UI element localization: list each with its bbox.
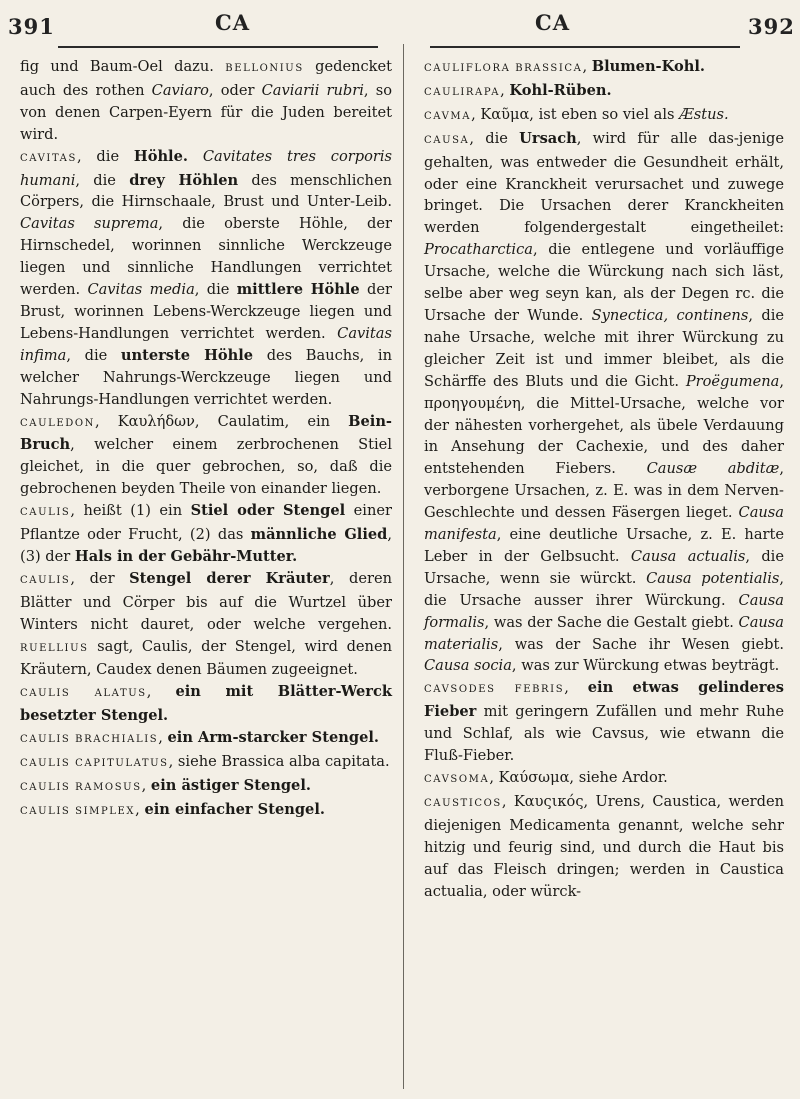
entry-cauliflora-brassica: [424, 56, 784, 80]
text-run: fig und Baum-Oel dazu.: [20, 58, 226, 75]
text-run: , Καυςικός, Urens, Caustica, werden diejenigen Medicamenta genannt, welche sehr hitzig und feurig sind, und durch die Haut bis auf das Fleisch dringen; werden in Caustica actualia, oder würck-: [424, 792, 784, 900]
latin-term: Causa materialis: [424, 613, 784, 653]
text-run: , siehe Brassica alba capitata.: [168, 753, 390, 771]
entry-lemma: CAULIFLORA BRASSICA: [424, 63, 583, 74]
text-run: der Brust, worinnen Lebens-Werckzeuge liegen und Lebens-Handlungen verrichtet werden.: [20, 281, 392, 342]
latin-term: Causa manifesta: [424, 504, 784, 544]
german-headword: unterste Höhle: [120, 346, 254, 364]
running-header: [0, 6, 800, 52]
right-column: [424, 56, 784, 902]
text-run: , was der Sache ihr Wesen giebt.: [498, 635, 784, 653]
entry-lemma: CAULIS ALATUS: [20, 688, 147, 700]
german-headword: Blumen-Kohl.: [591, 58, 705, 75]
text-run: , wird für alle das-jenige gehalten, was entweder die Gesundheit erhält, oder eine Kranckheit verursachet und zuwege bringet. Die Ursachen derer Kranckheiten werden folgendergestalt eingetheilet:: [424, 129, 784, 237]
entry-caulis-simplex: [20, 799, 392, 823]
german-headword: ein mit Blätter-Werck besetzter Stengel.: [20, 683, 392, 725]
entry-lemma: CAULEDON: [20, 417, 96, 429]
header-rule-left: [58, 46, 378, 48]
text-run: , προηγουμένη, die Mittel-Ursache, welche vor der nähesten vorhergehet, als übele Verdauung in Ansehung der Cachexie, und des daher entstehenden Fiebers.: [424, 372, 784, 478]
entry-cavma: [424, 104, 784, 128]
text-run: , Καῦμα, ist eben so viel als: [471, 105, 680, 123]
text-run: , die: [76, 147, 134, 165]
text-run: ,: [146, 683, 176, 701]
german-headword: ein etwas gelinderes Fieber: [424, 679, 784, 721]
page-number-right: 392: [748, 14, 795, 39]
latin-term: Æstus.: [679, 105, 729, 123]
german-headword: Stengel derer Kräuter: [129, 569, 330, 587]
text-run: , der: [70, 569, 130, 587]
entry-lemma: CAVSOMA: [424, 774, 490, 785]
text-run: , so von denen Carpen-Eyern für die Juden bereitet wird.: [20, 81, 392, 143]
latin-term: Causa actualis: [630, 547, 746, 565]
entry-cavsoma: [424, 767, 784, 791]
entry-lemma: CAULIS RAMOSUS: [20, 782, 142, 793]
text-run: , die Ursache, wenn sie würckt.: [424, 547, 784, 587]
german-headword: männliche Glied: [250, 526, 388, 544]
entry-cavsodes-febris: [424, 677, 784, 767]
text-run: mit geringern Zufällen und mehr Ruhe und Schlaf, als wie Cavsus, wie etwann die Fluß-Fieber.: [424, 703, 784, 765]
latin-term: Cavitas media: [87, 281, 195, 299]
entry-lemma: CAVMA: [424, 110, 472, 122]
text-run: , die: [66, 346, 121, 364]
german-headword: Höhle.: [133, 147, 188, 165]
entry-caulis-alatus: [20, 681, 392, 727]
text-run: , heißt (1) ein: [70, 502, 191, 520]
text-run: , die entlegene und vorläuffige Ursache, welche die Würckung nach sich läst, selbe aber weg seyn kan, als der Degen rc. die Ursache der Wunde.: [424, 241, 784, 324]
text-run: ,: [582, 58, 592, 75]
text-run: , die nahe Ursache, welche mit ihrer Würckung zu gleicher Zeit ist und immer bleibet, als die Schärffe des Bluts und die Gicht.: [424, 306, 784, 390]
entry-caulis-2: [20, 568, 392, 682]
german-headword: drey Höhlen: [129, 171, 239, 189]
entry-caulis-brachialis: [20, 727, 392, 751]
text-run: , was zur Würckung etwas beyträgt.: [511, 657, 780, 675]
text-run: des menschlichen Cörpers, die Hirnschaale, Brust und Unter-Leib.: [20, 171, 392, 211]
latin-term: Causa potentialis: [646, 569, 780, 587]
entry-lemma: CAULIS CAPITULATUS: [20, 758, 169, 770]
text-run: einer Pflantze oder Frucht, (2) das: [20, 502, 392, 544]
column-divider: [403, 44, 404, 1089]
text-run: , eine deutliche Ursache, z. E. harte Leber in der Gelbsucht.: [424, 526, 784, 565]
text-run: gedencket auch des rothen: [20, 58, 393, 99]
text-run: [188, 148, 203, 165]
latin-term: Caviarii rubri: [261, 81, 364, 99]
text-run: ,: [500, 81, 510, 99]
text-run: , oder: [208, 81, 262, 99]
entry-lemma: CAULIS BRACHIALIS: [20, 734, 159, 746]
german-headword: mittlere Höhle: [236, 281, 360, 299]
entry-lemma: CAUSA: [424, 134, 470, 146]
text-run: des Bauchs, in welcher Nahrungs-Werckzeuge liegen und Nahrungs-Handlungen verrichtet werden.: [20, 346, 392, 408]
text-run: ,: [158, 729, 168, 747]
entry-lemma: CAVSODES FEBRIS: [424, 684, 565, 696]
entry-lemma: CAULIRAPA: [424, 86, 501, 98]
text-run: , die oberste Höhle, der Hirnschedel, worinnen sinnliche Werckzeuge liegen und sinnliche Handlungen verrichtet werden.: [20, 215, 392, 299]
entry-lemma: RUELLIUS: [20, 642, 89, 654]
german-headword: Bein-Bruch: [20, 412, 392, 454]
entry-causticos: [424, 791, 784, 903]
text-run: , was der Sache die Gestalt giebt.: [484, 613, 739, 631]
header-rule-right: [430, 46, 740, 48]
german-headword: Ursach: [519, 129, 577, 147]
entry-causa: [424, 128, 784, 678]
text-run: , die: [469, 129, 520, 147]
german-headword: Kohl-Rüben.: [509, 81, 612, 99]
entry-caulis-capitulatus: [20, 751, 392, 775]
latin-term: Caviaro: [151, 81, 209, 99]
text-run: ,: [135, 800, 145, 818]
running-head-right: CA: [535, 10, 571, 35]
page-number-left: 391: [8, 14, 55, 39]
running-head-left: CA: [215, 10, 251, 35]
text-run: ,: [141, 777, 151, 794]
text-run: , Καύσωμα, siehe Ardor.: [489, 769, 668, 786]
text-run: , welcher einem zerbrochenen Stiel gleichet, in die quer gebrochen, so, daß die gebrochenen beyden Theile von einander liegen.: [20, 436, 392, 498]
entry-lemma: CAULIS: [20, 574, 71, 586]
text-run: , deren Blätter und Cörper bis auf die Wurtzel über Winters nicht dauret, oder welche vergehen.: [20, 569, 392, 633]
latin-term: Proëgumena: [685, 372, 780, 390]
entry-oil-caviar-continuation: [20, 56, 392, 146]
latin-term: Cavitas infima: [20, 324, 392, 364]
text-run: , verborgene Ursachen, z. E. was in dem Nerven-Geschlechte und dessen Fäsergen lieget.: [424, 460, 785, 522]
text-run: , Καυλήδων, Caulatim, ein: [95, 412, 349, 430]
latin-term: Synectica, continens: [591, 306, 749, 324]
text-run: ,: [564, 679, 588, 697]
german-headword: Stiel oder Stengel: [190, 502, 346, 520]
entry-cauledon: [20, 411, 392, 501]
text-run: , die Ursache ausser ihrer Würckung.: [424, 569, 784, 609]
latin-term: Procatharctica: [424, 241, 533, 259]
entry-caulis-1: [20, 500, 392, 568]
entry-lemma: CAVITAS: [20, 152, 77, 164]
latin-term: Causa formalis: [424, 591, 784, 631]
latin-term: Causa socia: [424, 657, 512, 675]
text-run: , (3) der: [20, 526, 393, 565]
text-run: , die: [75, 171, 130, 189]
entry-lemma: CAULIS: [20, 507, 71, 519]
latin-term: Cavitates tres corporis humani: [20, 147, 392, 189]
latin-term: Causæ abditæ: [646, 460, 780, 478]
german-headword: ein einfacher Stengel.: [144, 800, 325, 818]
entry-lemma: CAULIS SIMPLEX: [20, 805, 136, 817]
german-headword: ein ästiger Stengel.: [150, 777, 311, 794]
text-run: , die: [194, 281, 237, 299]
entry-lemma: BELLONIUS: [225, 63, 304, 74]
entry-caulirapa: [424, 80, 784, 104]
entry-lemma: CAUSTICOS: [424, 797, 502, 809]
german-headword: ein Arm-starcker Stengel.: [167, 729, 379, 747]
latin-term: Cavitas suprema: [20, 215, 159, 233]
text-run: sagt, Caulis, der Stengel, wird denen Kräutern, Caudex denen Bäumen zugeeignet.: [20, 637, 392, 679]
entry-caulis-ramosus: [20, 775, 392, 799]
entry-cavitas: [20, 146, 392, 411]
german-headword: Hals in der Gebähr-Mutter.: [74, 547, 298, 565]
left-column: [20, 56, 392, 823]
